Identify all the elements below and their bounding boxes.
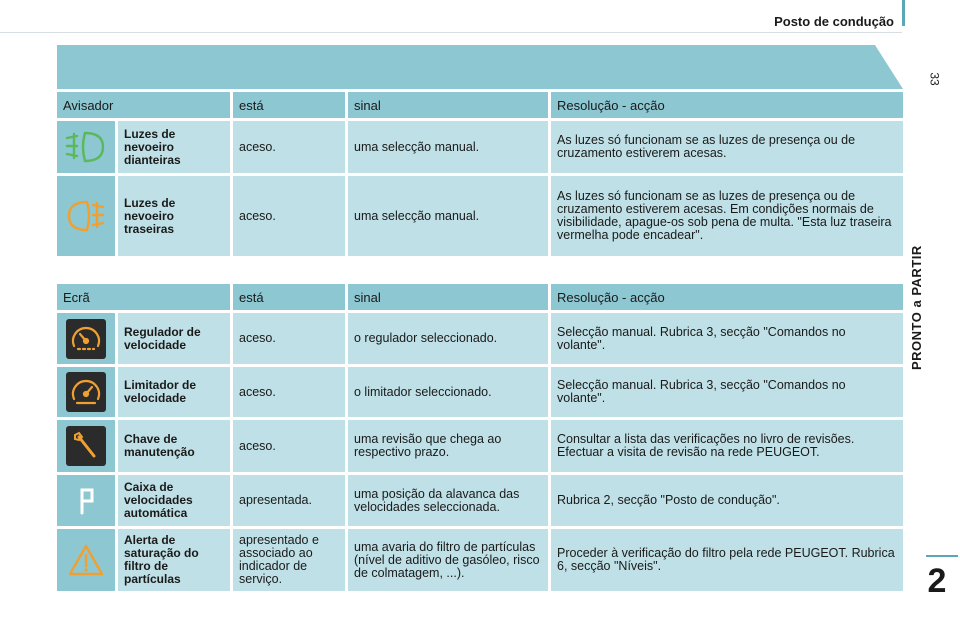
indicator-action: Rubrica 2, secção "Posto de condução".: [551, 475, 903, 526]
icon-frame: [66, 319, 106, 359]
indicator-signal: uma posição da alavanca das velocidades seleccionada.: [348, 475, 548, 526]
header-accent: [902, 0, 905, 26]
col-header-indicator: Avisador: [57, 92, 230, 118]
rear-fog-light-icon: [63, 196, 109, 236]
indicator-signal: uma selecção manual.: [348, 121, 548, 173]
table-row: [57, 176, 903, 256]
display-table: [57, 284, 903, 594]
table-row: [57, 367, 903, 417]
indicator-state: aceso.: [233, 313, 345, 364]
speed-limiter-icon: [69, 375, 103, 409]
indicator-signal: uma revisão que chega ao respectivo prazo.: [348, 420, 548, 472]
icon-cell: [57, 475, 115, 526]
page-title: Posto de condução: [774, 14, 894, 29]
chapter-number: 2: [927, 562, 947, 600]
indicator-name: Luzes de nevoeiro dianteiras: [118, 121, 230, 173]
indicator-action: Proceder à verificação do filtro pela rede PEUGEOT. Rubrica 6, secção "Níveis".: [551, 529, 903, 591]
icon-cell: [57, 176, 115, 256]
indicator-signal: uma selecção manual.: [348, 176, 548, 256]
cruise-control-icon: [69, 322, 103, 356]
table-row: [57, 475, 903, 526]
icon-cell: [57, 121, 115, 173]
indicator-action: Consultar a lista das verificações no livro de revisões. Efectuar a visita de revisão na rede PEUGEOT.: [551, 420, 903, 472]
indicator-state: apresentado e associado ao indicador de serviço.: [233, 529, 345, 591]
side-divider: [926, 555, 958, 557]
indicator-action: Selecção manual. Rubrica 3, secção "Comandos no volante".: [551, 367, 903, 417]
col-header-state: está: [233, 284, 345, 310]
indicator-state: aceso.: [233, 121, 345, 173]
header-divider: [0, 32, 902, 33]
icon-cell: [57, 367, 115, 417]
indicator-table: [57, 92, 903, 259]
page-header: [0, 0, 960, 34]
wrench-icon: [69, 429, 103, 463]
icon-frame: [66, 426, 106, 466]
indicator-signal: o regulador seleccionado.: [348, 313, 548, 364]
indicator-action: As luzes só funcionam se as luzes de presença ou de cruzamento estiverem acesas.: [551, 121, 903, 173]
indicator-name: Luzes de nevoeiro traseiras: [118, 176, 230, 256]
indicator-state: apresentada.: [233, 475, 345, 526]
indicator-name: Alerta de saturação do filtro de partículas: [118, 529, 230, 591]
indicator-name: Regulador de velocidade: [118, 313, 230, 364]
warning-triangle-icon: [66, 540, 106, 580]
col-header-state: está: [233, 92, 345, 118]
icon-frame: [66, 372, 106, 412]
gear-p-icon: [66, 481, 106, 521]
col-header-action: Resolução - acção: [551, 92, 903, 118]
col-header-action: Resolução - acção: [551, 284, 903, 310]
col-header-signal: sinal: [348, 92, 548, 118]
page-number: 33: [927, 72, 942, 86]
indicator-name: Chave de manutenção: [118, 420, 230, 472]
indicator-action: As luzes só funcionam se as luzes de presença ou de cruzamento estiverem acesas. Em condições normais de visibilidade, apague-os sob pena de multa. "Esta luz traseira vermelha pode encadear".: [551, 176, 903, 256]
indicator-state: aceso.: [233, 176, 345, 256]
front-fog-light-icon: [63, 127, 109, 167]
indicator-signal: uma avaria do filtro de partículas (nível de aditivo de gasóleo, risco de colmatagem, ...).: [348, 529, 548, 591]
indicator-state: aceso.: [233, 367, 345, 417]
table-row: [57, 313, 903, 364]
col-header-indicator: Ecrã: [57, 284, 230, 310]
table-row: [57, 529, 903, 591]
table-row: [57, 420, 903, 472]
col-header-signal: sinal: [348, 284, 548, 310]
indicator-state: aceso.: [233, 420, 345, 472]
side-section-label: PRONTO a PARTIR: [909, 245, 924, 370]
indicator-action: Selecção manual. Rubrica 3, secção "Comandos no volante".: [551, 313, 903, 364]
table-header-row: [57, 92, 903, 118]
indicator-name: Limitador de velocidade: [118, 367, 230, 417]
section-banner: [57, 45, 903, 89]
indicator-name: Caixa de velocidades automática: [118, 475, 230, 526]
icon-cell: [57, 420, 115, 472]
indicator-signal: o limitador seleccionado.: [348, 367, 548, 417]
table-header-row: [57, 284, 903, 310]
icon-cell: [57, 313, 115, 364]
table-row: [57, 121, 903, 173]
icon-cell: [57, 529, 115, 591]
